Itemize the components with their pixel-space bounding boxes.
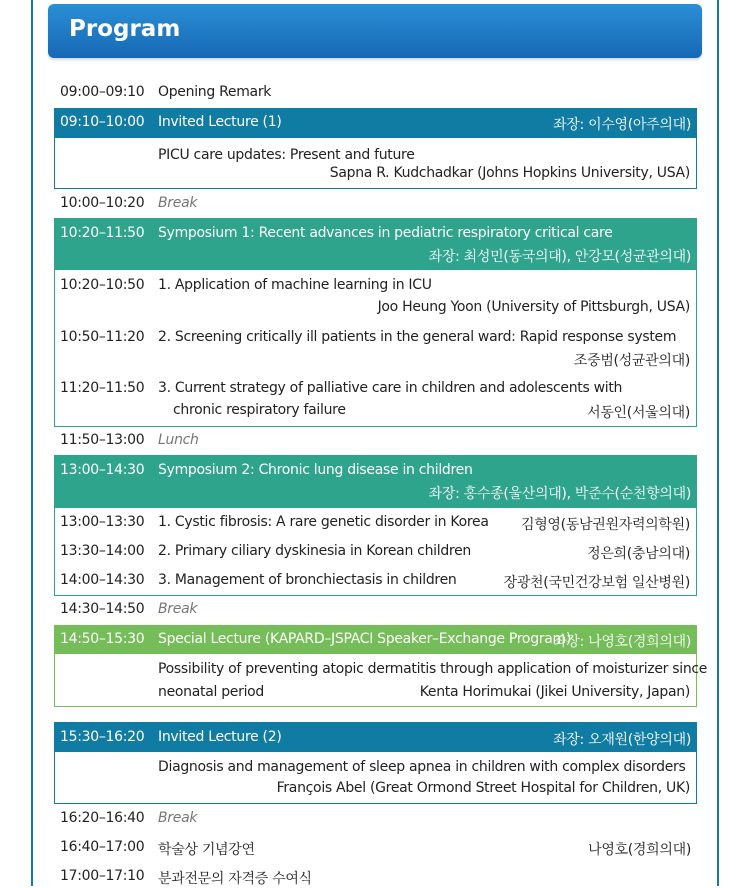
speaker: 김형영(동남권원자력의학원) bbox=[520, 517, 690, 533]
speaker: 정은희(충남의대) bbox=[587, 546, 690, 562]
session-title: Break bbox=[158, 601, 198, 617]
talk-title: Diagnosis and management of sleep apnea in children with complex disorders bbox=[158, 759, 686, 775]
talk-title: 2. Primary ciliary dyskinesia in Korean children bbox=[158, 543, 471, 559]
speaker: Kenta Horimukai (Jikei University, Japan) bbox=[419, 684, 690, 700]
symposium-1-box bbox=[54, 270, 697, 427]
time: 13:00–14:30 bbox=[60, 462, 145, 478]
talk-title: PICU care updates: Present and future bbox=[158, 147, 415, 163]
symposium-1-bar bbox=[54, 218, 697, 270]
session-title: Special Lecture (KAPARD–JSPACI Speaker–Exchange Program) bbox=[158, 631, 572, 647]
break-row bbox=[54, 810, 697, 832]
invited-lecture-1-box bbox=[54, 138, 697, 189]
talk-title: 1. Application of machine learning in ICU bbox=[158, 277, 432, 293]
speaker: 나영호(경희의대) bbox=[588, 842, 691, 858]
speaker: Joo Heung Yoon (University of Pittsburgh, USA) bbox=[377, 299, 690, 315]
break-row bbox=[54, 195, 697, 217]
talk-time: 10:20–10:50 bbox=[60, 277, 145, 293]
talk-title: 3. Current strategy of palliative care in children and adolescents with bbox=[158, 380, 623, 396]
session-title: 학술상 기념강연 bbox=[158, 842, 255, 858]
special-lecture-bar bbox=[54, 625, 697, 654]
time: 09:00–09:10 bbox=[60, 84, 145, 100]
talk-title: 1. Cystic fibrosis: A rare genetic disorder in Korea bbox=[158, 514, 489, 530]
talk-time: 10:50–11:20 bbox=[60, 329, 145, 345]
invited-lecture-2-box bbox=[54, 752, 697, 804]
session-title: Opening Remark bbox=[158, 84, 272, 100]
invited-lecture-1-bar bbox=[54, 108, 697, 138]
talk-title: Possibility of preventing atopic dermatitis through application of moisturizer since bbox=[158, 661, 708, 677]
talk-title-cont: neonatal period bbox=[158, 684, 265, 700]
session-title: Symposium 1: Recent advances in pediatric respiratory critical care bbox=[158, 225, 613, 241]
program-title: Program bbox=[69, 16, 181, 42]
time: 09:10–10:00 bbox=[60, 114, 145, 130]
time: 16:20–16:40 bbox=[60, 810, 145, 826]
talk-title: 2. Screening critically ill patients in the general ward: Rapid response system bbox=[158, 329, 677, 345]
certificate-row bbox=[54, 868, 697, 886]
symposium-2-box bbox=[54, 508, 697, 596]
talk-time: 13:00–13:30 bbox=[60, 514, 145, 530]
session-title: Break bbox=[158, 195, 198, 211]
time: 15:30–16:20 bbox=[60, 729, 145, 745]
opening-row bbox=[54, 84, 697, 106]
session-title: Invited Lecture (2) bbox=[158, 729, 282, 745]
session-title: Lunch bbox=[158, 432, 199, 448]
lunch-row bbox=[54, 432, 697, 454]
talk-time: 11:20–11:50 bbox=[60, 380, 145, 396]
talk-title-cont: chronic respiratory failure bbox=[173, 402, 346, 418]
talk-title: 3. Management of bronchiectasis in children bbox=[158, 572, 457, 588]
award-row bbox=[54, 839, 697, 861]
invited-lecture-2-bar bbox=[54, 722, 697, 752]
special-lecture-box bbox=[54, 654, 708, 707]
speaker: Sapna R. Kudchadkar (Johns Hopkins University, USA) bbox=[329, 165, 690, 181]
time: 14:30–14:50 bbox=[60, 601, 145, 617]
break-row bbox=[54, 601, 697, 623]
time: 10:20–11:50 bbox=[60, 225, 145, 241]
session-title: 분과전문의 자격증 수여식 bbox=[158, 871, 312, 887]
time: 16:40–17:00 bbox=[60, 839, 145, 855]
speaker: 조중범(성균관의대) bbox=[573, 353, 690, 369]
time: 17:00–17:10 bbox=[60, 868, 145, 884]
chair: 좌장: 오재원(한양의대) bbox=[553, 732, 691, 748]
speaker: François Abel (Great Ormond Street Hospital for Children, UK) bbox=[276, 780, 690, 796]
symposium-2-bar bbox=[54, 455, 697, 508]
speaker: 장광천(국민건강보험 일산병원) bbox=[503, 575, 690, 591]
time: 14:50–15:30 bbox=[60, 631, 145, 647]
chair: 좌장: 이수영(아주의대) bbox=[553, 117, 691, 133]
chair: 좌장: 나영호(경희의대) bbox=[553, 634, 691, 650]
speaker: 서동인(서울의대) bbox=[587, 405, 690, 421]
session-title: Symposium 2: Chronic lung disease in children bbox=[158, 462, 473, 478]
session-title: Invited Lecture (1) bbox=[158, 114, 282, 130]
time: 11:50–13:00 bbox=[60, 432, 145, 448]
chair: 좌장: 최성민(동국의대), 안강모(성균관의대) bbox=[428, 249, 691, 265]
talk-time: 14:00–14:30 bbox=[60, 572, 145, 588]
talk-time: 13:30–14:00 bbox=[60, 543, 145, 559]
session-title: Break bbox=[158, 810, 198, 826]
time: 10:00–10:20 bbox=[60, 195, 145, 211]
chair: 좌장: 홍수종(울산의대), 박준수(순천향의대) bbox=[428, 486, 691, 502]
program-header bbox=[48, 4, 702, 58]
